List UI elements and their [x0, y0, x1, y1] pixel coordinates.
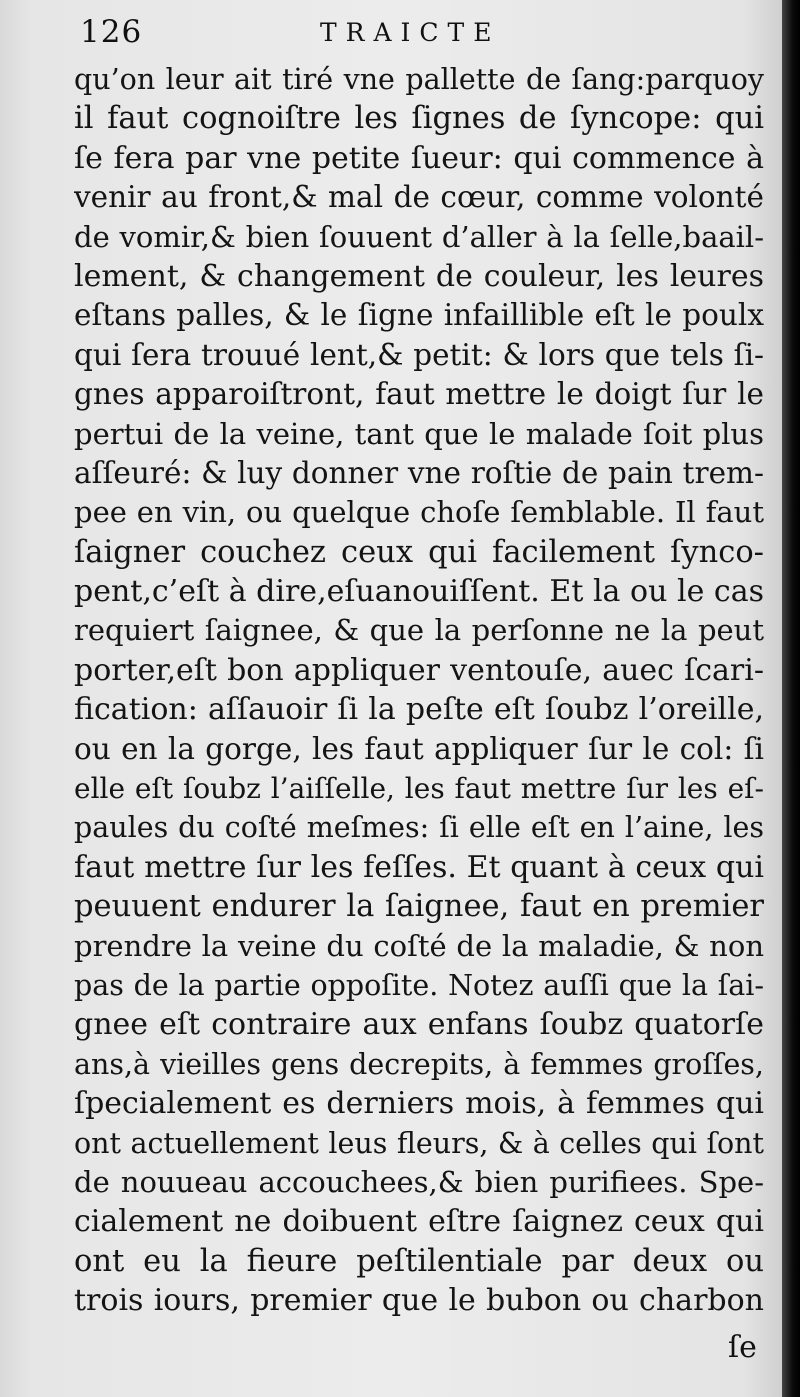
text-line: ſpecialement es derniers mois, à femmes qui — [74, 1086, 764, 1122]
text-line: gnee eſt contraire aux enfans ſoubz quatorſe — [74, 1007, 764, 1043]
text-line: de vomir,& bien ſouuent d’aller à la ſelle,baail- — [74, 219, 764, 254]
text-line: prendre la veine du coſté de la maladie, & non — [74, 928, 764, 963]
running-head: TRAICTE — [320, 18, 501, 47]
text-line: cialement ne doibuent eſtre ſaignez ceux qui — [74, 1204, 764, 1240]
page-header — [80, 14, 770, 54]
body-text — [74, 60, 764, 1321]
text-line: peuuent endurer la ſaignee, faut en premier — [74, 889, 764, 925]
text-line: elle eſt ſoubz l’aiſſelle, les faut mettre ſur les eſ- — [74, 772, 764, 806]
text-line: pent,c’eſt à dire,eſuanouiſſent. Et la ou le cas — [74, 574, 764, 610]
text-line: lement, & changement de couleur, les leures — [74, 258, 764, 294]
text-line: gnes apparoiſtront, faut mettre le doigt ſur le — [74, 377, 764, 412]
text-line: pas de la partie oppoſite. Notez auſſi que la ſai- — [74, 968, 764, 1002]
catchword: ſe — [728, 1330, 757, 1365]
text-line: faut mettre ſur les feſſes. Et quant à ceux qui — [74, 849, 764, 885]
text-line: paules du coſté meſmes: ſi elle eſt en l’aine, les — [74, 811, 764, 845]
text-line: eſtans palles, & le ſigne infaillible eſt le poulx — [74, 298, 764, 333]
page-edge-shadow — [782, 0, 800, 1397]
text-line: aſſeuré: & luy donner vne roſtie de pain trem- — [74, 455, 764, 490]
text-line: requiert ſaignee, & que la perſonne ne la peut — [74, 613, 764, 648]
text-line: fication: aſſauoir ſi la peſte eſt ſoubz l’oreille, — [74, 692, 764, 728]
text-line: de nouueau accouchees,& bien purifiees. Spe- — [74, 1164, 764, 1199]
text-line: ont eu la fieure peſtilentiale par deux ou — [74, 1243, 764, 1279]
text-line: ans,à vieilles gens decrepits, à femmes groſſes, — [74, 1047, 764, 1081]
text-line: il faut cognoiſtre les ſignes de ſyncope: qui — [74, 101, 764, 137]
text-line: trois iours, premier que le bubon ou charbon — [74, 1283, 764, 1319]
text-line: ont actuellement leus fleurs, & à celles qui ſont — [74, 1126, 764, 1160]
text-line: qu’on leur ait tiré vne pallette de ſang:parquoy — [74, 63, 764, 96]
text-line: porter,eſt bon appliquer ventouſe, auec ſcari- — [74, 652, 764, 688]
text-line: pee en vin, ou quelque choſe ſemblable. Il faut — [74, 495, 764, 530]
text-line: ſaigner couchez ceux qui facilement ſynco- — [74, 534, 764, 570]
text-line: venir au front,& mal de cœur, comme volonté — [74, 180, 764, 215]
page-number: 126 — [80, 14, 143, 50]
text-line: ſe fera par vne petite ſueur: qui commence à — [74, 140, 764, 176]
text-line: ou en la gorge, les faut appliquer ſur le col: ſi — [74, 731, 764, 766]
text-line: pertui de la veine, tant que le malade ſoit plus — [74, 416, 764, 451]
text-line: qui ſera trouué lent,& petit: & lors que tels ſi- — [74, 337, 764, 372]
